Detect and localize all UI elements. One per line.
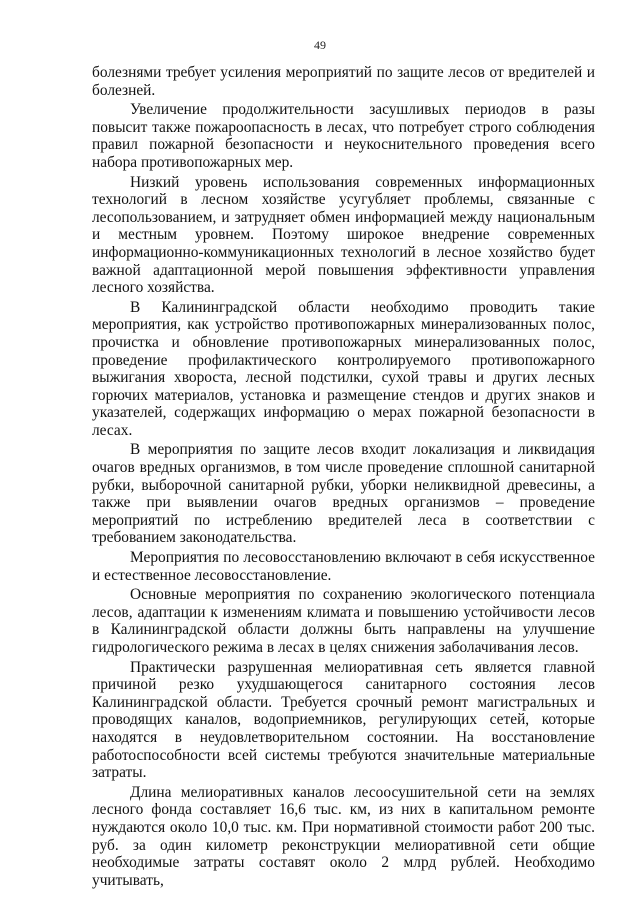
paragraph-ecological-potential: Основные мероприятия по сохранению экологического потенциала лесов, адаптации к изменениям климата и повышению устойчивости лесов в Калининградской области должны быть направлены на улучшение гидрологического режима в лесах в целях снижения заболачивания лесов.: [92, 586, 595, 656]
paragraph-reforestation: Мероприятия по лесовосстановлению включают в себя искусственное и естественное лесовосстановление.: [92, 549, 595, 584]
paragraph-forest-protection: В мероприятия по защите лесов входит локализация и ликвидация очагов вредных организмов, в том числе проведение сплошной санитарной рубки, выборочной санитарной рубки, уборки неликвидной древесины, а также при выявлении очагов вредных организмов – проведение мероприятий по истреблению вредителей леса в соответствии с требованием законодательства.: [92, 441, 595, 547]
document-body: [92, 64, 595, 889]
paragraph-continuation: болезнями требует усиления мероприятий по защите лесов от вредителей и болезней.: [92, 64, 595, 99]
paragraph-drought-fire-risk: Увеличение продолжительности засушливых периодов в разы повысит также пожароопасность в лесах, что потребует строго соблюдения правил пожарной безопасности и неукоснительного проведения всего набора противопожарных мер.: [92, 101, 595, 171]
page-number: 49: [314, 38, 326, 52]
paragraph-melioration-network: Практически разрушенная мелиоративная сеть является главной причиной резко ухудшающегося санитарного состояния лесов Калининградской области. Требуется срочный ремонт магистральных и проводящих каналов, водоприемников, регулирующих сетей, которые находятся в неудовлетворительном состоянии. На восстановление работоспособности всей системы требуются значительные материальные затраты.: [92, 658, 595, 782]
paragraph-melioration-costs: Длина мелиоративных каналов лесоосушительной сети на землях лесного фонда составляет 16,6 тыс. км, из них в капитальном ремонте нуждаются около 10,0 тыс. км. При нормативной стоимости работ 200 тыс. руб. за один километр реконструкции мелиоративной сети общие необходимые затраты составят около 2 млрд рублей. Необходимо учитывать,: [92, 783, 595, 889]
paragraph-information-technologies: Низкий уровень использования современных информационных технологий в лесном хозяйстве усугубляет проблемы, связанные с лесопользованием, и затрудняет обмен информацией между национальным и местным уровнем. Поэтому широкое внедрение современных информационно-коммуникационных технологий в лесное хозяйство будет важной адаптационной мерой повышения эффективности управления лесного хозяйства.: [92, 173, 595, 297]
paragraph-fire-prevention-measures: В Калининградской области необходимо проводить такие мероприятия, как устройство противопожарных минерализованных полос, прочистка и обновление противопожарных минерализованных полос, проведение профилактического контролируемого противопожарного выжигания хвороста, лесной подстилки, сухой травы и других лесных горючих материалов, установка и размещение стендов и других знаков и указателей, содержащих информацию о мерах пожарной безопасности в лесах.: [92, 298, 595, 439]
